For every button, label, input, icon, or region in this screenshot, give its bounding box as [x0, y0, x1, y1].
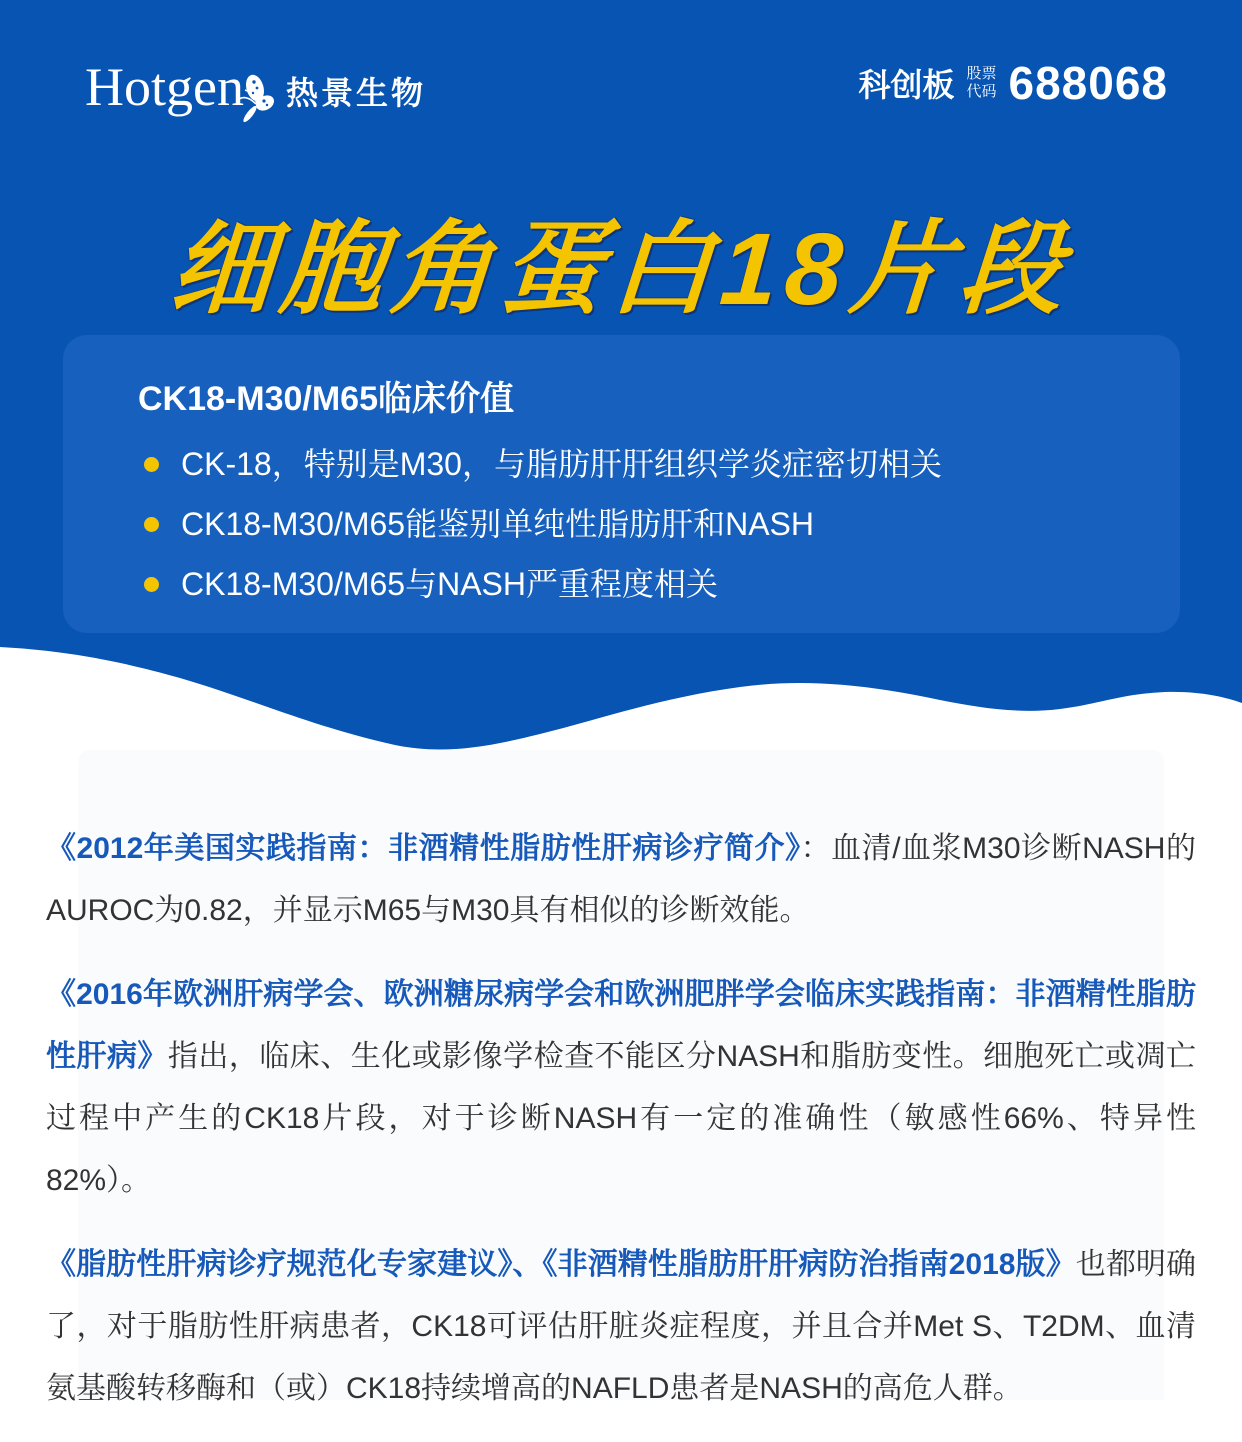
body-text-block	[46, 818, 1196, 1442]
stock-code-label-line2: 代码	[966, 83, 997, 100]
paragraph-guideline-2012	[46, 818, 1196, 942]
bullet-dot-icon	[144, 457, 159, 472]
hotgen-logo	[85, 58, 426, 116]
stock-listing	[858, 56, 1168, 116]
listing-board-label: 科创板	[858, 67, 955, 103]
wave-divider	[0, 631, 1242, 766]
stock-code-label-line1: 股票	[966, 65, 997, 82]
list-item	[138, 567, 1140, 601]
clinical-value-card	[63, 335, 1180, 633]
paragraph-body: ：血清/血浆M30诊断NASH的AUROC为0.82，并显示M65与M30具有相似的诊断效能。	[46, 832, 1196, 927]
stock-code-value: 688068	[1008, 57, 1168, 109]
bullet-dot-icon	[144, 577, 159, 592]
logo-latin-text: Hotgen	[85, 57, 244, 117]
page-title: 细胞角蛋白18片段	[166, 212, 1075, 326]
card-bullet-list	[138, 447, 1140, 601]
header-bar	[85, 44, 1168, 116]
bullet-text: CK-18，特别是M30，与脂肪肝肝组织学炎症密切相关	[181, 446, 942, 482]
paragraph-body: 也都明确了，对于脂肪性肝病患者，CK18可评估肝脏炎症程度，并且合并Met S、T2DM、血清氨基酸转移酶和（或）CK18持续增高的NAFLD患者是NASH的高危人群。	[46, 1248, 1196, 1405]
list-item	[138, 447, 1140, 481]
paragraph-guideline-2018	[46, 1234, 1196, 1420]
bullet-dot-icon	[144, 517, 159, 532]
bullet-text: CK18-M30/M65能鉴别单纯性脂肪肝和NASH	[181, 506, 815, 542]
guideline-title-highlight: 《2016年欧洲肝病学会、欧洲糖尿病学会和欧洲肥胖学会临床实践指南：非酒精性脂肪性肝病》	[46, 978, 1196, 1073]
guideline-title-highlight: 《2012年美国实践指南：非酒精性脂肪性肝病诊疗简介》	[46, 832, 801, 865]
guideline-title-highlight: 《脂肪性肝病诊疗规范化专家建议》、《非酒精性脂肪肝肝病防治指南2018版》	[46, 1248, 1076, 1281]
card-heading: CK18-M30/M65临床价值	[138, 380, 514, 418]
butterfly-icon	[236, 73, 278, 130]
list-item	[138, 507, 1140, 541]
logo-cjk-text: 热景生物	[285, 75, 426, 111]
bullet-text: CK18-M30/M65与NASH严重程度相关	[181, 566, 719, 602]
paragraph-body: 指出，临床、生化或影像学检查不能区分NASH和脂肪变性。细胞死亡或凋亡过程中产生的CK18片段，对于诊断NASH有一定的准确性（敏感性66%、特异性82%）。	[46, 1040, 1196, 1197]
stock-code-label	[966, 65, 996, 101]
paragraph-guideline-2016	[46, 964, 1196, 1212]
